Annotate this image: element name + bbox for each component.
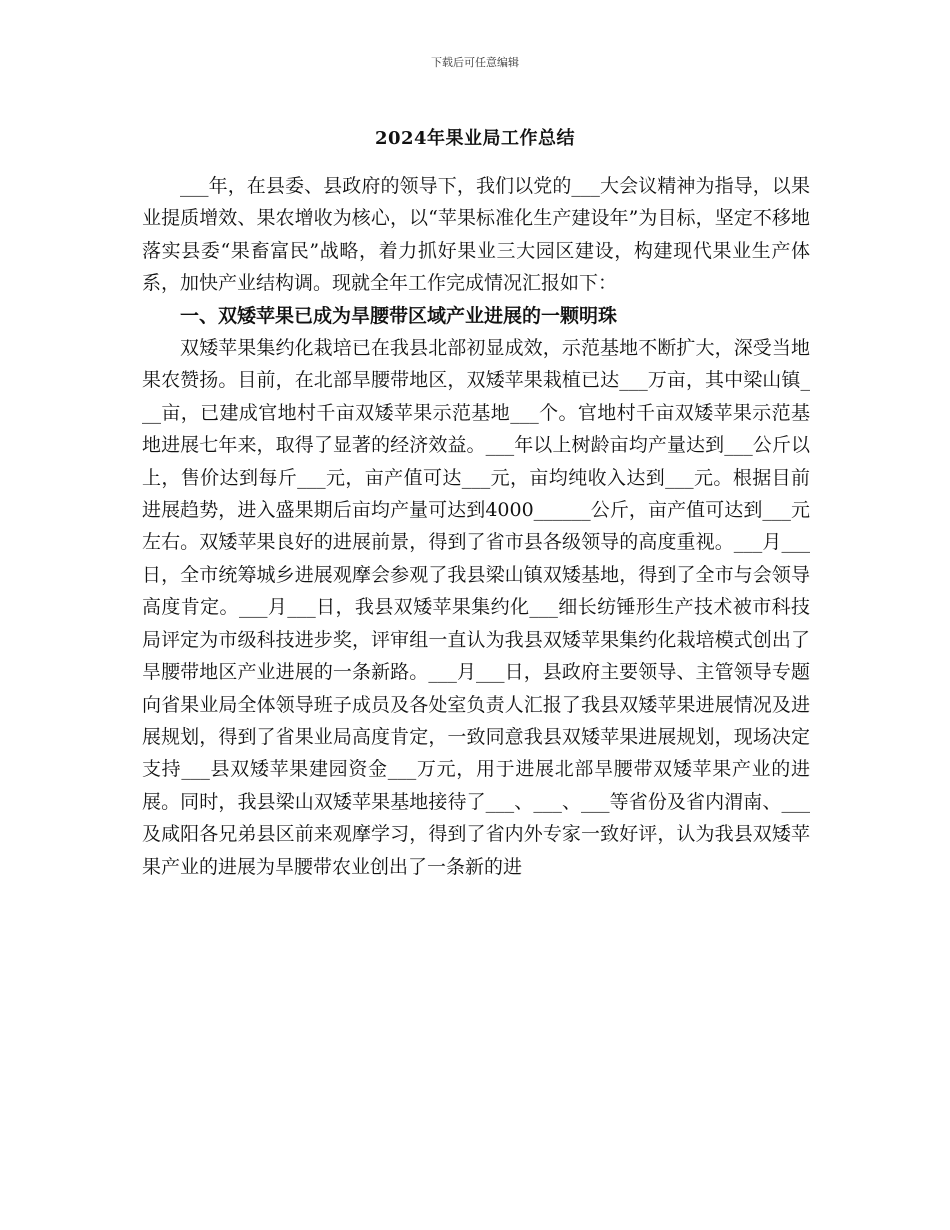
page-header-note: 下载后可任意编辑 (431, 56, 519, 69)
section-1-heading: 一、双矮苹果已成为旱腰带区域产业进展的一颗明珠 (180, 304, 618, 327)
document-body (142, 170, 810, 883)
intro-paragraph: ___年，在县委、县政府的领导下，我们以党的___大会议精神为指导，以果业提质增效、果农增收为核心，以“苹果标准化生产建设年”为目标，坚定不移地落实县委“果畜富民”战略，着力抓好果业三大园区建设，构建现代果业生产体系，加快产业结构调。现就全年工作完成情况汇报如下： (142, 175, 810, 295)
document-title: 2024年果业局工作总结 (374, 128, 576, 149)
section-1-paragraph: 双矮苹果集约化栽培已在我县北部初显成效，示范基地不断扩大，深受当地果农赞扬。目前，在北部旱腰带地区，双矮苹果栽植已达___万亩，其中梁山镇___亩，已建成官地村千亩双矮苹果示范基地___个。官地村千亩双矮苹果示范基地进展七年来，取得了显著的经济效益。___年以上树龄亩均产量达到___公斤以上，售价达到每斤___元，亩产值可达___元，亩均纯收入达到___元。根据目前进展趋势，进入盛果期后亩均产量可达到4000______公斤，亩产值可达到___元左右。双矮苹果良好的进展前景，得到了省市县各级领导的高度重视。___月___日，全市统筹城乡进展观摩会参观了我县梁山镇双矮基地，得到了全市与会领导高度肯定。___月___日，我县双矮苹果集约化___细长纺锤形生产技术被市科技局评定为市级科技进步奖，评审组一直认为我县双矮苹果集约化栽培模式创出了旱腰带地区产业进展的一条新路。___月___日，县政府主要领导、主管领导专题向省果业局全体领导班子成员及各处室负责人汇报了我县双矮苹果进展情况及进展规划，得到了省果业局高度肯定，一致同意我县双矮苹果进展规划，现场决定支持___县双矮苹果建园资金___万元，用于进展北部旱腰带双矮苹果产业的进展。同时，我县梁山双矮苹果基地接待了___、___、___等省份及省内渭南、___及咸阳各兄弟县区前来观摩学习，得到了省内外专家一致好评，认为我县双矮苹果产业的进展为旱腰带农业创出了一条新的进 (142, 337, 810, 878)
